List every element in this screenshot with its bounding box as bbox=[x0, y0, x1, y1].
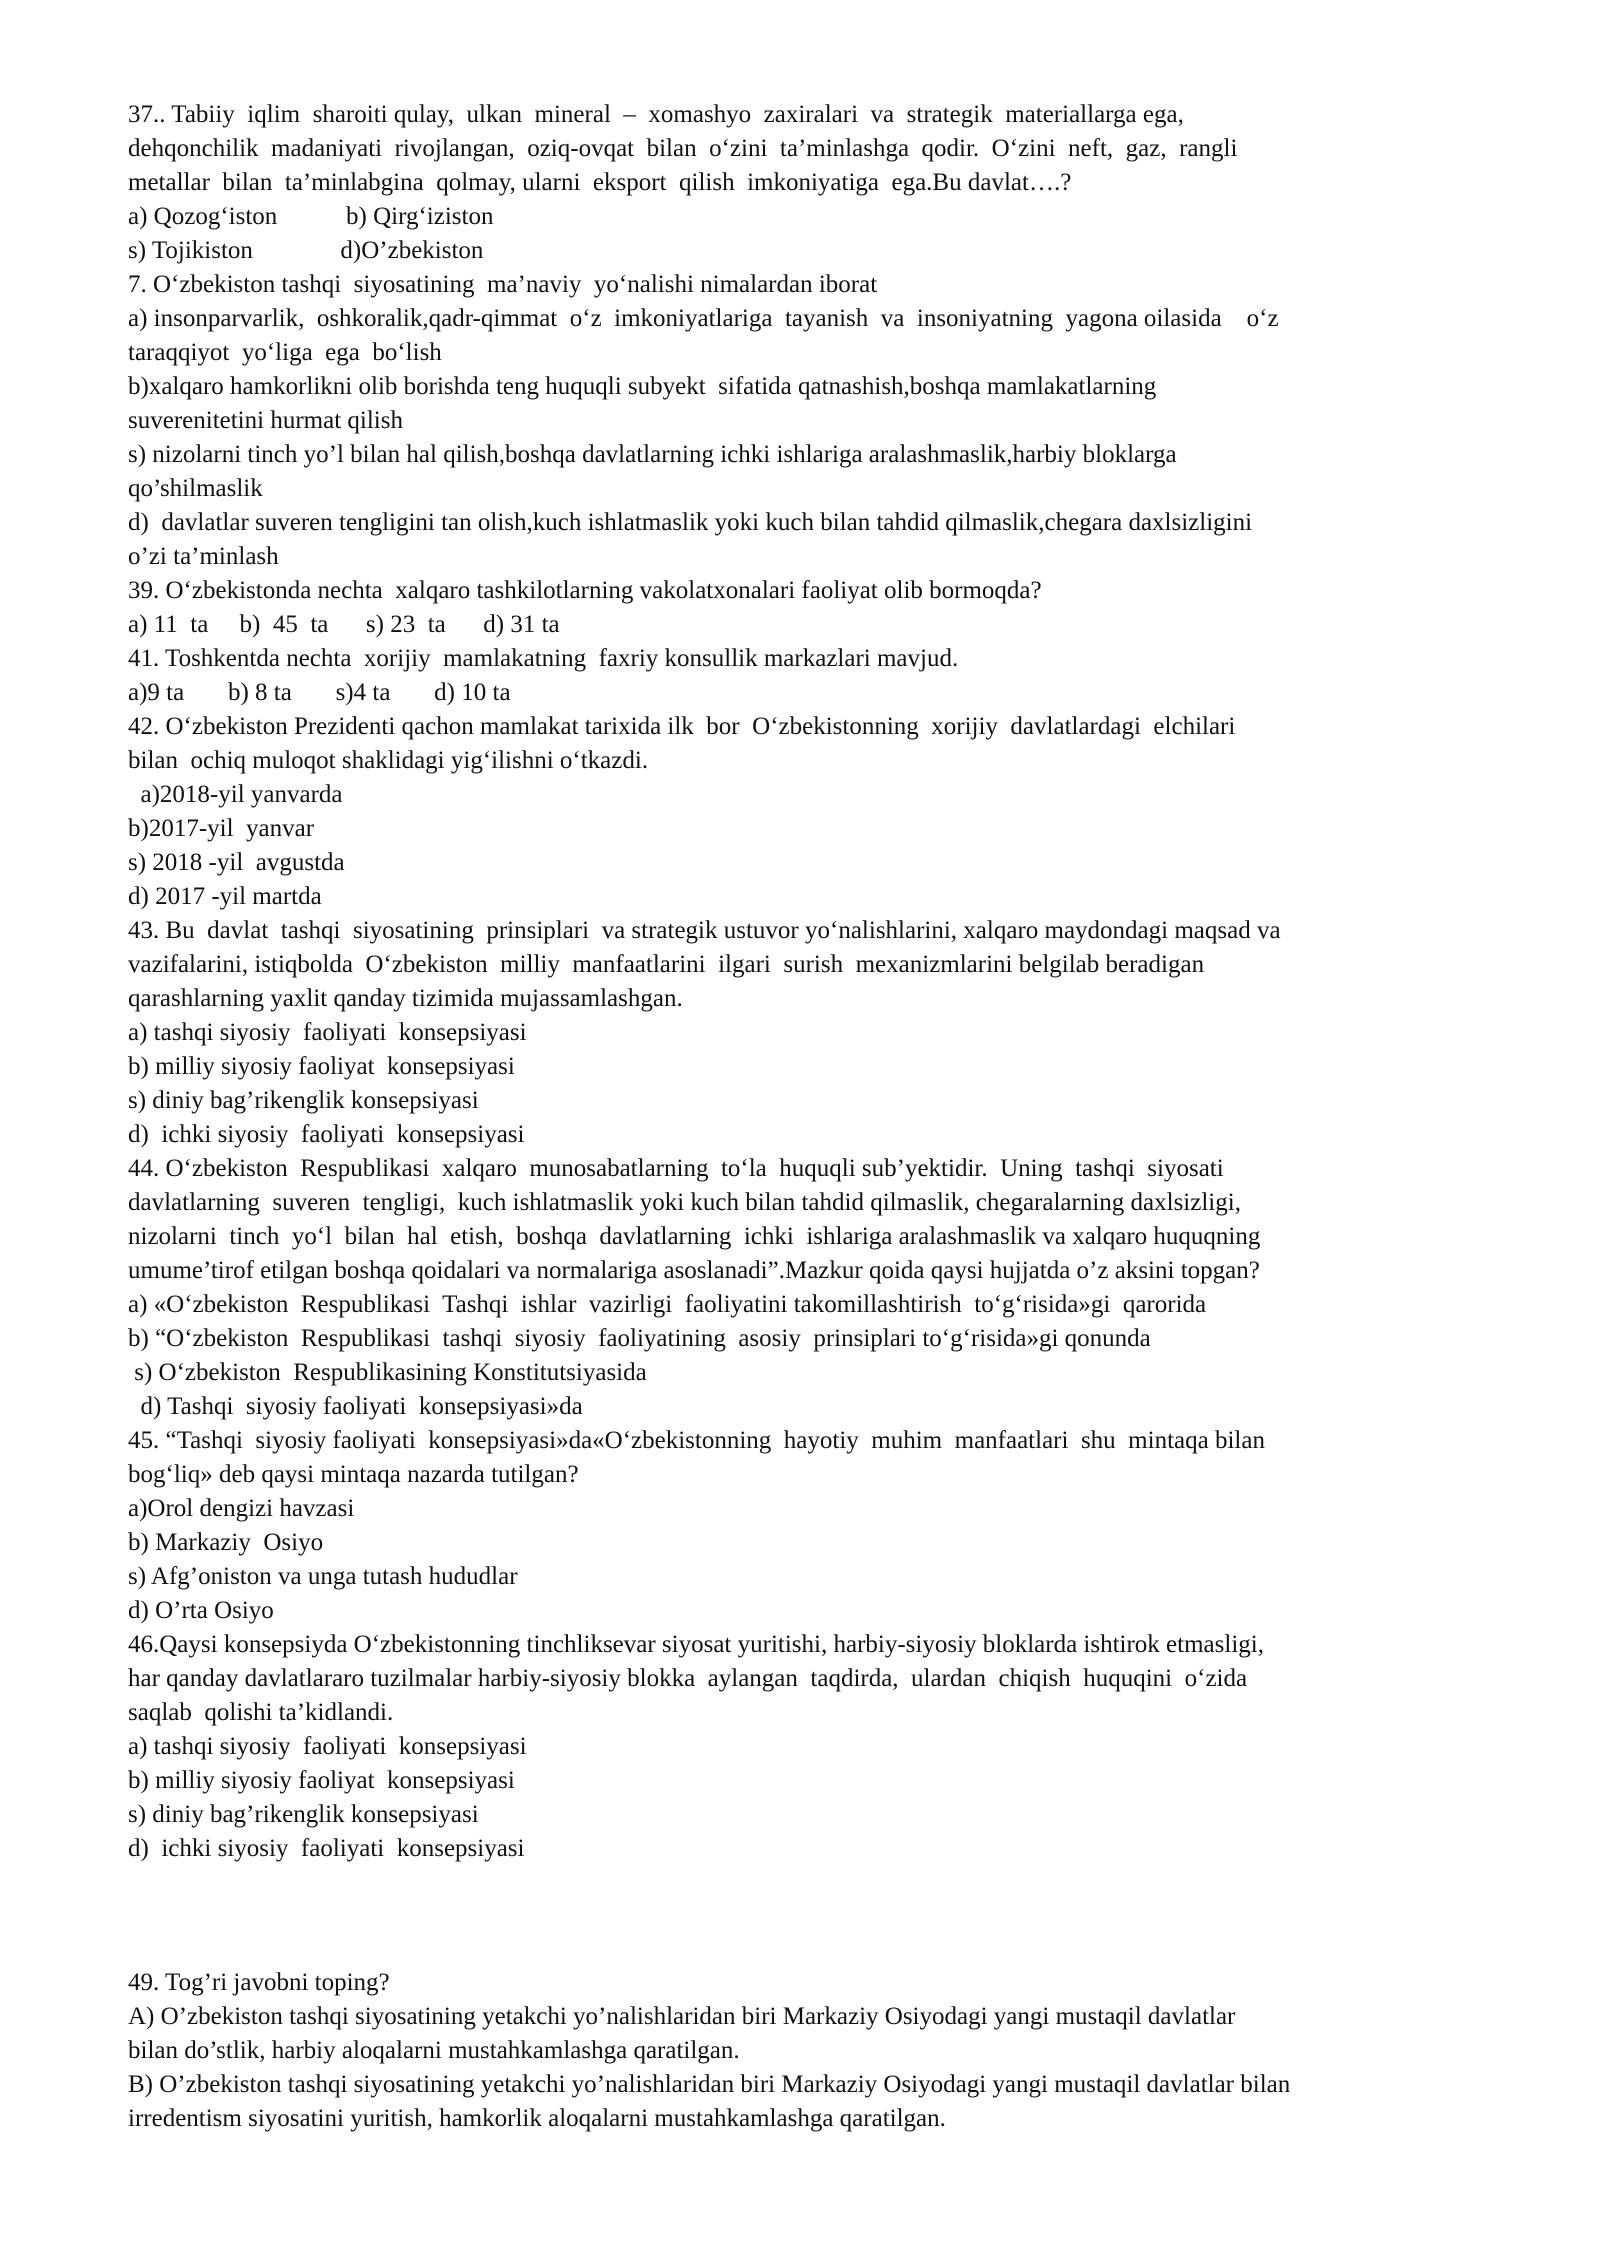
question-46 bbox=[128, 1628, 1523, 1866]
answer-option-line: irredentism siyosatini yuritish, hamkorlik aloqalarni mustahkamlashga qaratilgan. bbox=[128, 2105, 946, 2132]
page-content bbox=[128, 98, 1523, 2136]
answer-option-line: d) davlatlar suveren tengligini tan olish,kuch ishlatmaslik yoki kuch bilan tahdid qilmaslik,chegara daxlsizligini bbox=[128, 509, 1253, 536]
question-text-line: saqlab qolishi ta’kidlandi. bbox=[128, 1699, 394, 1726]
question-text-line: dehqonchilik madaniyati rivojlangan, oziq-ovqat bilan o‘zini ta’minlashga qodir. O‘zini neft, gaz, rangli bbox=[128, 135, 1238, 162]
answer-option-line: s) Afg’oniston va unga tutash hududlar bbox=[128, 1563, 518, 1590]
answer-option-line: a) «O‘zbekiston Respublikasi Tashqi ishlar vazirligi faoliyatini takomillashtirish to‘g‘risida»gi qarorida bbox=[128, 1291, 1207, 1318]
question-text-line: umume’tirof etilgan boshqa qoidalari va normalariga asoslanadi”.Mazkur qoida qaysi hujjatda o’z aksini topgan? bbox=[128, 1257, 1260, 1284]
question-41 bbox=[128, 642, 1523, 710]
answer-option-line: b)2017-yil yanvar bbox=[128, 815, 315, 842]
answer-option-line: A) O’zbekiston tashqi siyosatining yetakchi yo’nalishlaridan biri Markaziy Osiyodagi yangi mustaqil davlatlar bbox=[128, 2003, 1236, 2030]
answer-option-line: a)2018-yil yanvarda bbox=[128, 781, 343, 808]
question-text-line: 46.Qaysi konsepsiyda O‘zbekistonning tinchliksevar siyosat yuritishi, harbiy-siyosiy bloklarda ishtirok etmasligi, bbox=[128, 1631, 1264, 1658]
answer-option-line: b)xalqaro hamkorlikni olib borishda teng huquqli subyekt sifatida qatnashish,boshqa mamlakatlarning bbox=[128, 373, 1157, 400]
question-text-line: 44. O‘zbekiston Respublikasi xalqaro munosabatlarning to‘la huquqli sub’yektidir. Uning tashqi siyosati bbox=[128, 1155, 1224, 1182]
question-44 bbox=[128, 1152, 1523, 1424]
question-text-line: 39. O‘zbekistonda nechta xalqaro tashkilotlarning vakolatxonalari faoliyat olib bormoqda? bbox=[128, 577, 1042, 604]
question-text-line: bilan ochiq muloqot shaklidagi yig‘ilishni o‘tkazdi. bbox=[128, 747, 649, 774]
question-text-line: metallar bilan ta’minlabgina qolmay, ularni eksport qilish imkoniyatiga ega.Bu davlat….? bbox=[128, 169, 1072, 196]
answer-option-line: d) O’rta Osiyo bbox=[128, 1597, 274, 1624]
answer-option-line: d) Tashqi siyosiy faoliyati konsepsiyasi»da bbox=[128, 1393, 583, 1420]
question-text-line: 41. Toshkentda nechta xorijiy mamlakatning faxriy konsullik markazlari mavjud. bbox=[128, 645, 959, 672]
blank-space bbox=[128, 1866, 1523, 1966]
answer-option-line: suverenitetini hurmat qilish bbox=[128, 407, 403, 434]
answer-option-line: a) 11 ta b) 45 ta s) 23 ta d) 31 ta bbox=[128, 611, 560, 638]
question-text-line: davlatlarning suveren tengligi, kuch ishlatmaslik yoki kuch bilan tahdid qilmaslik, chegaralarning daxlsizligi, bbox=[128, 1189, 1241, 1216]
answer-option-line: a) Qozog‘iston b) Qirg‘iziston bbox=[128, 203, 494, 230]
question-37 bbox=[128, 98, 1523, 268]
answer-option-line: o’zi ta’minlash bbox=[128, 543, 279, 570]
answer-option-line: d) ichki siyosiy faoliyati konsepsiyasi bbox=[128, 1121, 525, 1148]
answer-option-line: s) O‘zbekiston Respublikasining Konstitutsiyasida bbox=[128, 1359, 647, 1386]
question-text-line: 45. “Tashqi siyosiy faoliyati konsepsiyasi»da«O‘zbekistonning hayotiy muhim manfaatlari shu mintaqa bilan bbox=[128, 1427, 1265, 1454]
answer-option-line: qo’shilmaslik bbox=[128, 475, 263, 502]
question-39 bbox=[128, 574, 1523, 642]
question-42 bbox=[128, 710, 1523, 914]
answer-option-line: s) nizolarni tinch yo’l bilan hal qilish,boshqa davlatlarning ichki ishlariga aralashmaslik,harbiy bloklarga bbox=[128, 441, 1177, 468]
answer-option-line: a) tashqi siyosiy faoliyati konsepsiyasi bbox=[128, 1019, 527, 1046]
question-text-line: vazifalarini, istiqbolda O‘zbekiston milliy manfaatlarini ilgari surish mexanizmlarini belgilab beradigan bbox=[128, 951, 1205, 978]
question-text-line: qarashlarning yaxlit qanday tizimida mujassamlashgan. bbox=[128, 985, 683, 1012]
answer-option-line: a) insonparvarlik, oshkoralik,qadr-qimmat o‘z imkoniyatlariga tayanish va insoniyatning yagona oilasida o‘z bbox=[128, 305, 1279, 332]
question-text-line: 42. O‘zbekiston Prezidenti qachon mamlakat tarixida ilk bor O‘zbekistonning xorijiy davlatlardagi elchilari bbox=[128, 713, 1236, 740]
answer-option-line: bilan do’stlik, harbiy aloqalarni mustahkamlashga qaratilgan. bbox=[128, 2037, 740, 2064]
answer-option-line: a)9 ta b) 8 ta s)4 ta d) 10 ta bbox=[128, 679, 511, 706]
answer-option-line: B) O’zbekiston tashqi siyosatining yetakchi yo’nalishlaridan biri Markaziy Osiyodagi yangi mustaqil davlatlar bilan bbox=[128, 2071, 1291, 2098]
answer-option-line: b) “O‘zbekiston Respublikasi tashqi siyosiy faoliyatining asosiy prinsiplari to‘g‘risida»gi qonunda bbox=[128, 1325, 1151, 1352]
question-7 bbox=[128, 268, 1523, 574]
answer-option-line: s) diniy bag’rikenglik konsepsiyasi bbox=[128, 1087, 479, 1114]
question-49 bbox=[128, 1966, 1523, 2136]
question-text-line: 49. Tog’ri javobni toping? bbox=[128, 1969, 390, 1996]
question-text-line: nizolarni tinch yo‘l bilan hal etish, boshqa davlatlarning ichki ishlariga aralashmaslik va xalqaro huquqning bbox=[128, 1223, 1261, 1250]
answer-option-line: s) diniy bag’rikenglik konsepsiyasi bbox=[128, 1801, 479, 1828]
answer-option-line: a) tashqi siyosiy faoliyati konsepsiyasi bbox=[128, 1733, 527, 1760]
question-45 bbox=[128, 1424, 1523, 1628]
answer-option-line: b) milliy siyosiy faoliyat konsepsiyasi bbox=[128, 1053, 515, 1080]
question-text-line: 37.. Tabiiy iqlim sharoiti qulay, ulkan mineral – xomashyo zaxiralari va strategik materiallarga ega, bbox=[128, 101, 1184, 128]
answer-option-line: d) ichki siyosiy faoliyati konsepsiyasi bbox=[128, 1835, 525, 1862]
answer-option-line: s) Tojikiston d)O’zbekiston bbox=[128, 237, 484, 264]
answer-option-line: b) milliy siyosiy faoliyat konsepsiyasi bbox=[128, 1767, 515, 1794]
answer-option-line: a)Orol dengizi havzasi bbox=[128, 1495, 355, 1522]
question-text-line: 43. Bu davlat tashqi siyosatining prinsiplari va strategik ustuvor yo‘nalishlarini, xalqaro maydondagi maqsad va bbox=[128, 917, 1281, 944]
answer-option-line: taraqqiyot yo‘liga ega bo‘lish bbox=[128, 339, 442, 366]
answer-option-line: b) Markaziy Osiyo bbox=[128, 1529, 324, 1556]
question-text-line: har qanday davlatlararo tuzilmalar harbiy-siyosiy blokka aylangan taqdirda, ulardan chiqish huquqini o‘zida bbox=[128, 1665, 1248, 1692]
question-43 bbox=[128, 914, 1523, 1152]
question-text-line: 7. O‘zbekiston tashqi siyosatining ma’naviy yo‘nalishi nimalardan iborat bbox=[128, 271, 878, 298]
answer-option-line: s) 2018 -yil avgustda bbox=[128, 849, 345, 876]
answer-option-line: d) 2017 -yil martda bbox=[128, 883, 322, 910]
question-text-line: bog‘liq» deb qaysi mintaqa nazarda tutilgan? bbox=[128, 1461, 579, 1488]
